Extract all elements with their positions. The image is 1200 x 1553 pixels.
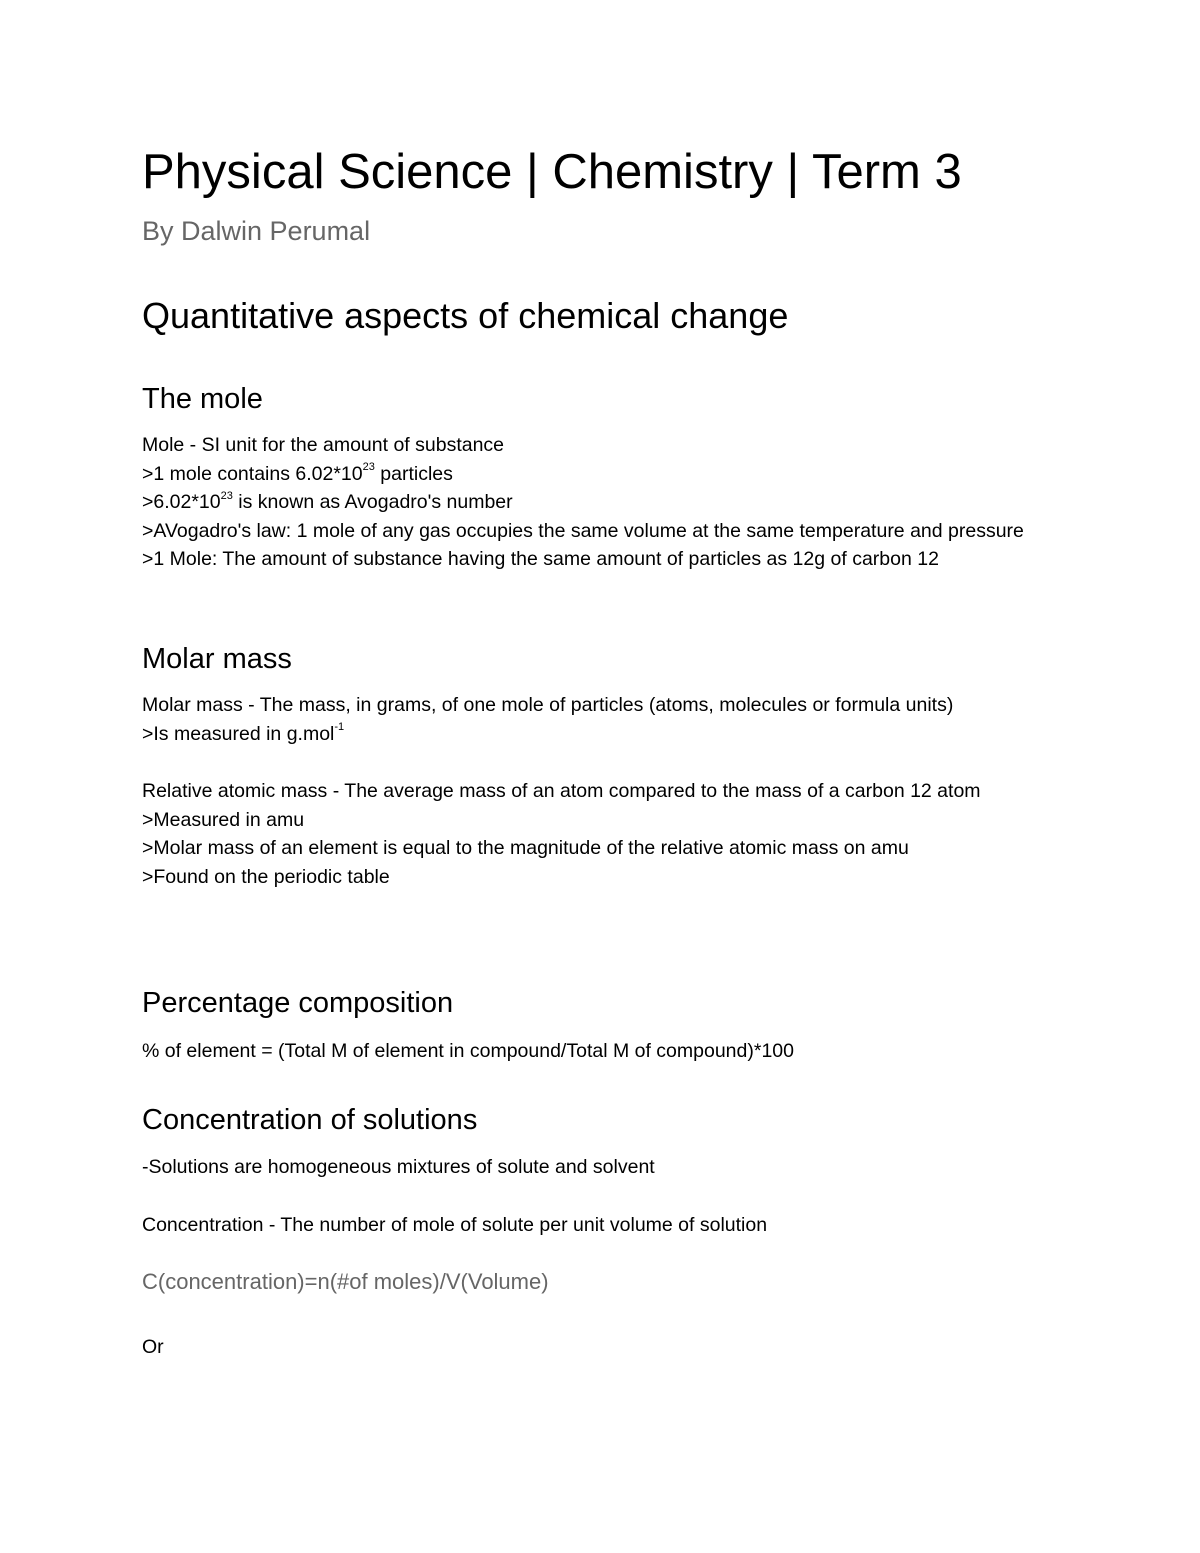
document-title: Physical Science | Chemistry | Term 3	[142, 145, 962, 199]
amu-line: >Measured in amu	[142, 808, 305, 831]
mole-carbon-line: >1 Mole: The amount of substance having the same amount of particles as 12g of carbon 12	[142, 548, 939, 571]
heading-molar-mass: Molar mass	[142, 643, 292, 675]
percentage-formula: % of element = (Total M of element in compound/Total M of compound)*100	[142, 1040, 794, 1062]
molar-mass-paragraph	[142, 691, 1052, 748]
molar-mass-unit-line: >Is measured in g.mol$^{-1}$	[142, 721, 345, 745]
concentration-definition: Concentration - The number of mole of solute per unit volume of solution	[142, 1214, 768, 1236]
exponent: 23	[362, 461, 375, 474]
avogadro-number-line: $>6.02*10^{23}$ is known as Avogadro's number	[142, 489, 513, 514]
relative-atomic-mass-definition: Relative atomic mass - The average mass of an atom compared to the mass of a carbon 12 atom	[142, 780, 981, 802]
molar-mass-element-line: >Molar mass of an element is equal to the magnitude of the relative atomic mass on amu	[142, 837, 909, 860]
relative-atomic-mass-paragraph	[142, 777, 1052, 891]
periodic-table-line: >Found on the periodic table	[142, 865, 390, 888]
document-author: By Dalwin Perumal	[142, 216, 371, 246]
mole-particles-line: >1 mole contains $6.02*10^{23}$ particles	[142, 461, 453, 485]
heading-percentage-composition: Percentage composition	[142, 987, 454, 1019]
mole-definition: Mole - SI unit for the amount of substance	[142, 434, 505, 456]
molar-mass-definition: Molar mass - The mass, in grams, of one mole of particles (atoms, molecules or formula units)	[142, 694, 954, 716]
heading-the-mole: The mole	[142, 383, 263, 415]
concentration-formula: C(concentration)=n(#of moles)/V(Volume)	[142, 1269, 549, 1294]
solutions-line: -Solutions are homogeneous mixtures of solute and solvent	[142, 1156, 655, 1178]
mole-paragraph	[142, 431, 1052, 574]
exponent: 23	[220, 489, 233, 502]
avogadro-law-line: >AVogadro's law: 1 mole of any gas occupies the same volume at the same temperature and pressure	[142, 519, 1024, 542]
or-line: Or	[142, 1336, 164, 1358]
heading-concentration: Concentration of solutions	[142, 1104, 478, 1136]
exponent: -1	[334, 721, 345, 734]
section-heading-quantitative: Quantitative aspects of chemical change	[142, 295, 789, 336]
